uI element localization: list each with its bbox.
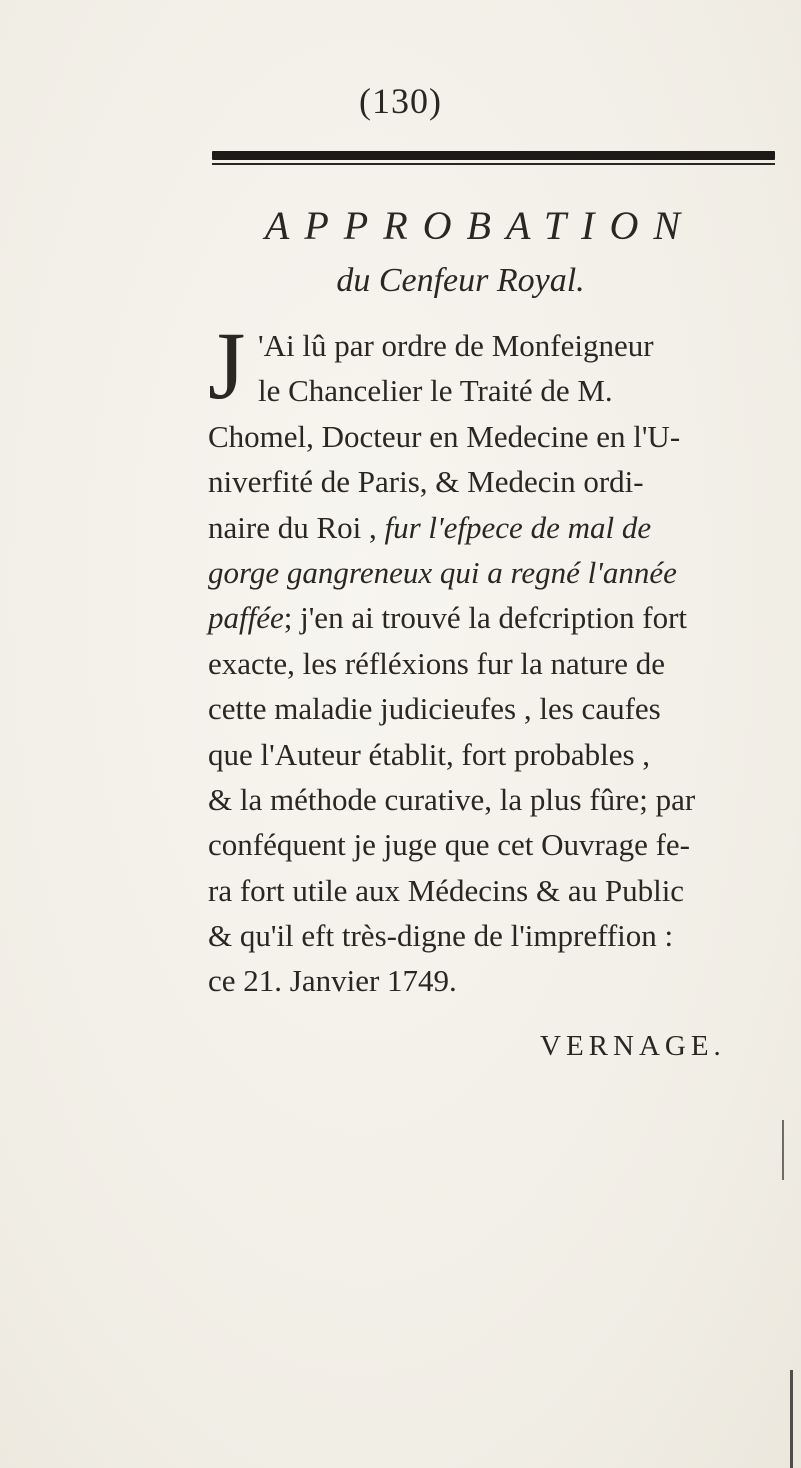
text-line-9: cette maladie judicieufes , les caufes: [208, 691, 661, 727]
text-line-12: conféquent je juge que cet Ouvrage fe-: [208, 827, 690, 863]
approbation-heading: APPROBATION: [264, 203, 696, 248]
text-line-15: ce 21. Janvier 1749.: [208, 963, 457, 999]
text-line-8: exacte, les réfléxions fur la nature de: [208, 645, 666, 681]
drop-cap: J: [208, 312, 246, 419]
approbation-subheading: du Cenfeur Royal.: [336, 262, 585, 299]
text-line-5: [208, 505, 783, 550]
rule-thin-line: [212, 163, 775, 165]
text-line-11: & la méthode curative, la plus fûre; par: [208, 781, 696, 817]
text-line-7-italic: paffée: [208, 600, 284, 636]
censor-signature: VERNAGE.: [540, 1030, 726, 1062]
text-line-14: & qu'il eft très-digne de l'impreffion :: [208, 918, 674, 954]
text-line-13: ra fort utile aux Médecins & au Public: [208, 872, 685, 908]
text-line-6: gorge gangreneux qui a regné l'année: [208, 554, 677, 590]
approbation-body: [208, 312, 783, 1004]
text-line-10: que l'Auteur établit, fort probables ,: [208, 736, 651, 772]
text-line-1: 'Ai lû par ordre de Monfeigneur: [258, 328, 654, 363]
text-line-5-roman: naire du Roi ,: [208, 509, 385, 545]
rule-thick-line: [212, 151, 775, 160]
page-number: (130): [359, 81, 442, 121]
page-edge-mark: [790, 1370, 793, 1468]
text-line-7-roman: ; j'en ai trouvé la defcription fort: [283, 600, 688, 636]
text-line-3: Chomel, Docteur en Medecine en l'U-: [208, 418, 681, 454]
text-line-7: [208, 595, 783, 640]
text-line-4: niverfité de Paris, & Medecin ordi-: [208, 464, 644, 500]
text-line-2: le Chancelier le Traité de M.: [258, 373, 613, 409]
margin-mark: [782, 1120, 784, 1180]
text-line-5-italic: fur l'efpece de mal de: [384, 509, 652, 545]
